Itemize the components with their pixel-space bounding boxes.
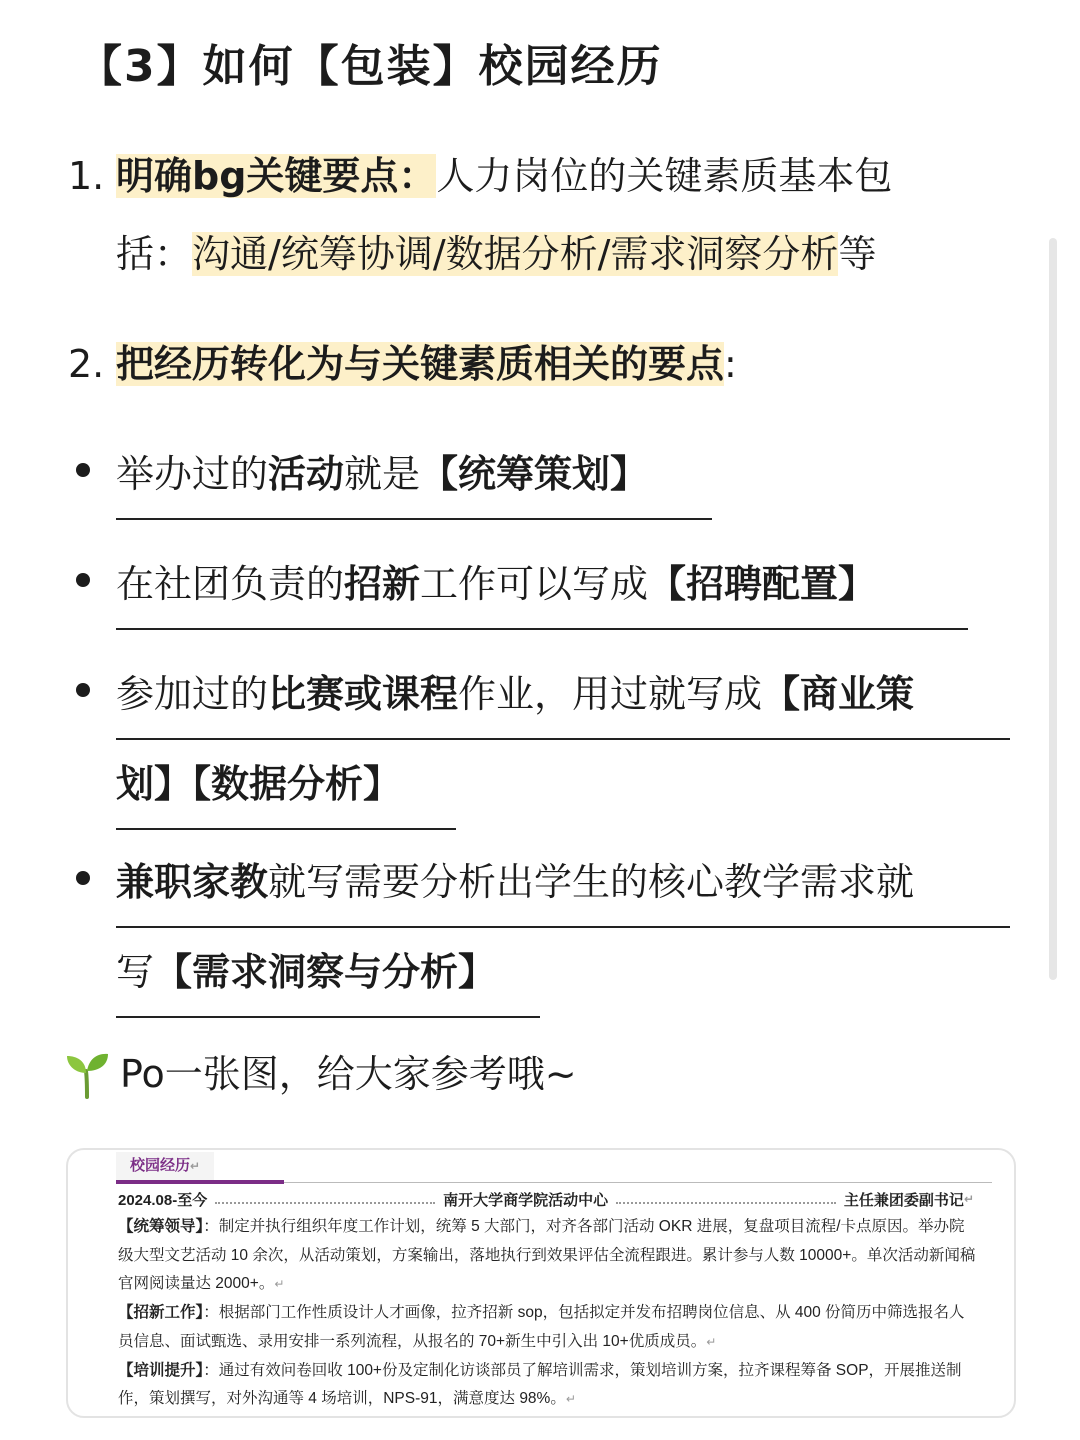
bullet-bold: 划】【数据分析】 [116,762,402,806]
bullet-item [116,430,1016,520]
bullet-text: 参加过的 [116,672,269,716]
item-text-line2-prefix: 括： [116,232,193,276]
paragraph-label: 【培训提升】 [118,1361,204,1379]
resume-entry-header [118,1188,974,1210]
numbered-item-1 [68,137,1016,293]
return-mark: ↵ [565,1392,576,1407]
caption-line [64,1046,577,1102]
item-number: 2. [68,342,105,386]
paragraph-text: ：根据部门工作性质设计人才画像，拉齐招新 sop，包括拟定并发布招聘岗位信息、从 400 份简历中筛选报名人员信息、面试甄选、录用安排一系列流程，从报名的 70+新生中引入出 10+优质成员。 [118,1304,965,1350]
entry-org: 南开大学商学院活动中心 [443,1191,609,1209]
bullet-text: 写 [116,950,155,994]
resume-entry-body [118,1213,978,1414]
caption-text: Po一张图，给大家参考哦~ [120,1052,577,1096]
bullet-bold: 活动 [268,452,345,496]
bullet-text: 在社团负责的 [116,562,345,606]
entry-role: 主任兼团委副书记 [843,1191,964,1209]
item-number: 1. [68,154,105,198]
bullet-text: 举办过的 [116,452,269,496]
paragraph-label: 【招新工作】 [118,1304,204,1322]
section-underline [116,1180,284,1184]
resume-section-tab [116,1152,214,1180]
bullet-item [116,540,1016,630]
page-title: 【3】如何【包装】校园经历 [78,41,663,92]
section-rule [284,1182,992,1183]
paragraph-text: ：通过有效问卷回收 100+份及定制化访谈部员了解培训需求，策划培训方案，拉齐课程筹备 SOP，开展推送制作，策划撰写，对外沟通等 4 场培训，NPS-91，满意度达 98%。 [118,1361,962,1408]
bullet-item [116,650,1016,830]
item-text: : [724,342,737,386]
seedling-icon [64,1049,110,1099]
entry-date: 2024.08-至今 [118,1191,208,1209]
bullet-text: 作业，用过就写成 [458,672,763,716]
bullet-dot [76,871,90,885]
bullet-bold: 比赛或课程 [268,672,459,716]
scrollbar[interactable] [1049,238,1057,980]
bullet-bold: 招新 [344,562,421,606]
bullet-text: 就是 [344,452,421,496]
paragraph-text: ：制定并执行组织年度工作计划，统筹 5 大部门，对齐各部门活动 OKR 进展，复盘项目流程/卡点原因。举办院级大型文艺活动 10 余次，从活动策划，方案输出，落地执行到效果评估全流程跟进。累计参与人数 10000+。单次活动新闻稿官网阅读量达 2000+。 [118,1218,976,1293]
numbered-item-2 [68,325,1016,403]
leader-dots [215,1194,435,1204]
bullet-text: 就写需要分析出学生的核心教学需求就 [268,860,915,904]
resume-paragraph [118,1213,978,1299]
bullet-dot [76,573,90,587]
bullet-dot [76,463,90,477]
bullet-bold: 【统筹策划】 [420,452,649,496]
resume-section-title: 校园经历 [130,1157,191,1174]
bullet-bold: 【商业策 [762,672,915,716]
paragraph-label: 【统筹领导】 [118,1218,204,1235]
item-label: 把经历转化为与关键素质相关的要点 [116,342,725,386]
bullet-bold: 【招聘配置】 [648,562,877,606]
bullet-text: 工作可以写成 [420,562,649,606]
item-text: 人力岗位的关键素质基本包 [436,154,893,198]
resume-image [66,1148,1016,1418]
return-mark: ↵ [274,1277,285,1292]
return-mark: ↵ [706,1334,717,1349]
item-highlight: 沟通/统筹协调/数据分析/需求洞察分析 [192,232,839,276]
item-text-line2-suffix: 等 [838,232,877,276]
resume-paragraph [118,1357,978,1414]
bullet-bold: 兼职家教 [116,860,269,904]
bullet-dot [76,683,90,697]
bullet-bold: 【需求洞察与分析】 [154,950,497,994]
return-mark: ↵ [190,1159,201,1173]
resume-paragraph [118,1299,978,1356]
return-mark: ↵ [963,1192,974,1206]
item-label: 明确bg关键要点： [116,154,437,198]
leader-dots [616,1194,836,1204]
bullet-item [116,838,1016,1018]
